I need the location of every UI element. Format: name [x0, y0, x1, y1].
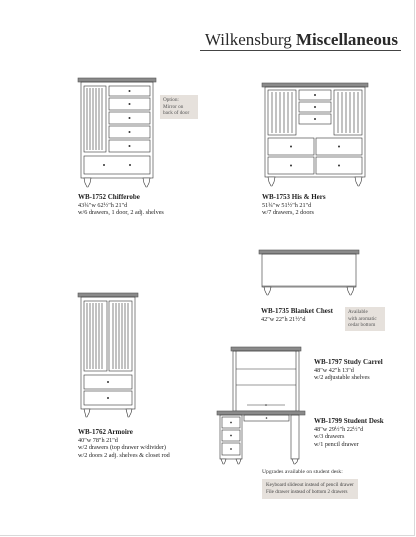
item-name: WB-1797 Study Carrel: [314, 358, 383, 366]
upgrade-option: Keyboard slideout instead of pencil drawer: [266, 482, 354, 488]
chifferobe-option-note: Option: Mirror on back of door: [160, 95, 198, 119]
caption-blanket-chest: [261, 308, 333, 323]
item-dimensions: 43¾"w 62½"h 21"d: [78, 201, 128, 209]
item-name: WB-1762 Armoire: [78, 428, 133, 436]
brand-name: Wilkensburg: [204, 30, 292, 49]
item-name: WB-1735 Blanket Chest: [261, 307, 333, 315]
caption-his-and-hers: [262, 194, 326, 217]
item-detail: w/2 drawers (top drawer w/divider): [78, 444, 166, 452]
caption-armoire: [78, 429, 170, 459]
his-and-hers-illustration: [262, 83, 370, 191]
item-dimensions: 51¾"w 51½"h 21"d: [262, 201, 312, 209]
section-name: Miscellaneous: [296, 30, 398, 49]
item-dimensions: 48"w 42"h 13"d: [314, 366, 354, 374]
upgrades-title: Upgrades available on student desk:: [262, 469, 343, 475]
title-rule: [200, 50, 401, 51]
page-title: [205, 30, 398, 50]
item-name: WB-1753 His & Hers: [262, 193, 326, 201]
item-dimensions: 40"w 78"h 21"d: [78, 436, 118, 444]
item-name: WB-1752 Chifferobe: [78, 193, 140, 201]
item-detail: w/1 pencil drawer: [314, 440, 359, 448]
item-detail: w/6 drawers, 1 door, 2 adj. shelves: [78, 209, 164, 217]
item-detail: w/2 adjustable shelves: [314, 374, 370, 382]
caption-chifferobe: [78, 194, 164, 217]
armoire-illustration: [78, 293, 140, 419]
upgrade-option: File drawer instead of bottom 2 drawers: [266, 489, 348, 495]
item-dimensions: 48"w 29½"h 22½"d: [314, 425, 364, 433]
item-dimensions: 42"w 22"h 21½"d: [261, 315, 306, 323]
item-detail: w/3 drawers: [314, 433, 345, 441]
study-carrel-and-student-desk-illustration: [217, 347, 307, 465]
item-detail: w/7 drawers, 2 doors: [262, 209, 314, 217]
caption-student-desk: [314, 418, 384, 448]
blanket-chest-illustration: [259, 250, 361, 298]
item-detail: w/2 doors 2 adj. shelves & closet rod: [78, 451, 170, 459]
item-name: WB-1799 Student Desk: [314, 417, 384, 425]
caption-study-carrel: [314, 359, 383, 382]
chifferobe-illustration: [78, 78, 158, 190]
upgrades-box: [262, 479, 358, 499]
blanket-chest-cedar-note: Available with aromatic cedar bottom: [345, 307, 385, 331]
